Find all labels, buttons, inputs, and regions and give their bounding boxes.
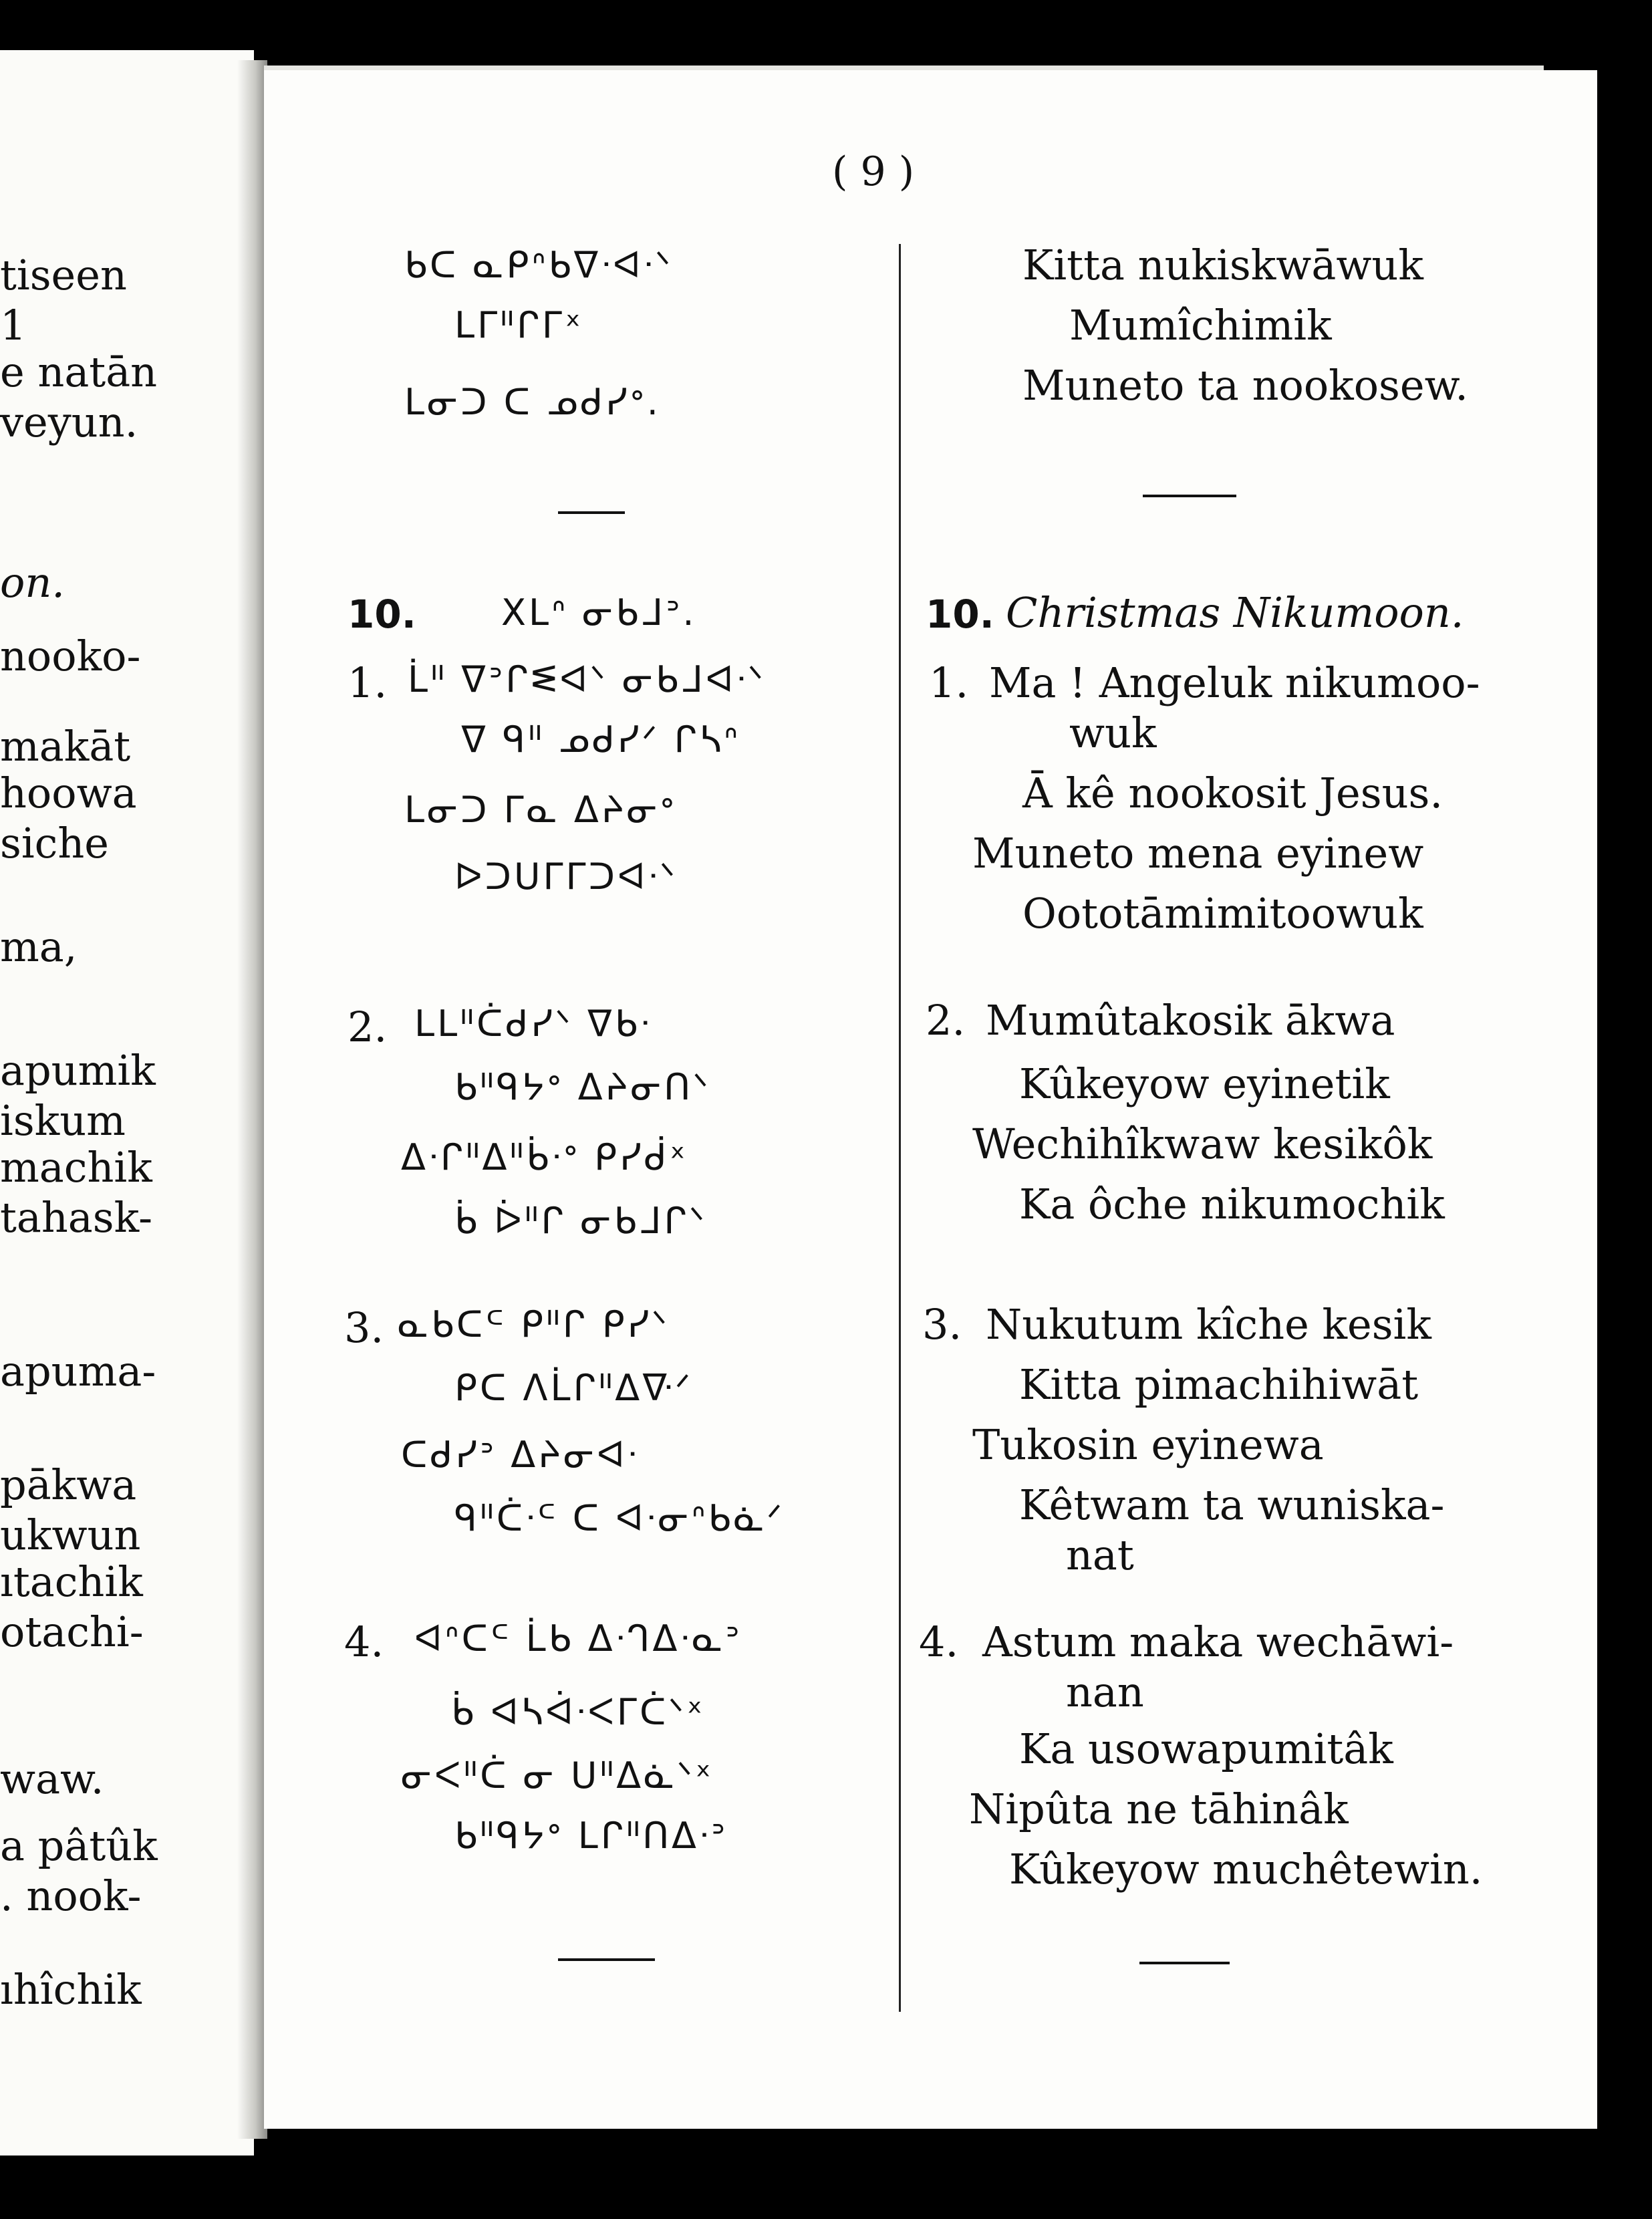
syllabic-line: ᑫᐦᑖᐧᒼ ᑕ ᐊᐧᓂᐢᑲᓈᐟ — [454, 1497, 785, 1539]
hymn-number: 10. — [926, 592, 994, 637]
roman-line: Kitta pimachihiwāt — [1019, 1360, 1419, 1409]
left-page-fragment: otachi- — [0, 1607, 144, 1656]
left-page-fragment: a pâtûk — [0, 1821, 158, 1870]
roman-line: Kûkeyow eyinetik — [1019, 1059, 1390, 1108]
left-page-fragment: e natān — [0, 348, 158, 396]
page-gutter-shadow — [237, 60, 267, 2139]
syllabic-line: ᐊᐢᑕᒼ ᒫᑲ ᐃᐧᒉᐃᐧᓇᐣ — [414, 1617, 742, 1660]
roman-line: Ma ! Angeluk nikumoo- — [989, 658, 1480, 707]
roman-line: Mumîchimik — [1069, 301, 1332, 350]
syllabic-line: ᒪᓂᑐ ᑕ ᓄᑯᓯᐤ. — [404, 381, 661, 423]
roman-line: nan — [1066, 1668, 1144, 1716]
stanza-number: 2. — [926, 996, 966, 1045]
left-page-fragment: ıtachik — [0, 1557, 143, 1606]
syllabic-line: ᑲᑕ ᓇᑭᐢᑲᐁᐧᐊᐧᐠ — [404, 244, 674, 286]
stanza-number: 1. — [929, 658, 969, 707]
left-page-fragment: ukwun — [0, 1511, 141, 1559]
left-page-fragment: 1 — [0, 301, 27, 350]
roman-line: Kitta nukiskwāwuk — [1022, 241, 1423, 289]
roman-line: Oototāmimitoowuk — [1022, 889, 1423, 938]
roman-line: Astum maka wechāwi- — [982, 1617, 1454, 1666]
roman-line: Muneto ta nookosew. — [1022, 361, 1468, 410]
syllabic-line: ᑳ ᐆᐦᒋ ᓂᑲᒧᒋᐠ — [454, 1200, 708, 1242]
roman-line: Nipûta ne tāhinâk — [969, 1785, 1349, 1833]
left-page-fragment: ıhîchik — [0, 1965, 142, 2014]
left-page-fragment: iskum — [0, 1096, 126, 1145]
roman-line: Wechihîkwaw kesikôk — [972, 1120, 1433, 1168]
hymn-title: Xᒪᐢ ᓂᑲᒧᐣ. — [501, 592, 697, 634]
hymn-title: Christmas Nikumoon. — [1006, 588, 1464, 637]
syllabic-line: ᑳ ᐊᓴᐋᐧᐸᒥᑖᐠˣ — [451, 1691, 706, 1733]
left-page-fragment: apumik — [0, 1046, 156, 1095]
hymn-number: 10. — [348, 592, 416, 637]
syllabic-line: ᑭᑕ ᐱᒫᒋᐦᐃᐍᐟ — [454, 1367, 694, 1409]
syllabic-line: ᐅᑐᑌᒥᒥᑐᐊᐧᐠ — [454, 856, 678, 898]
syllabic-line: ᑕᑯᓯᐣ ᐃᔨᓂᐊᐧ — [401, 1434, 640, 1476]
left-page-fragment: ma, — [0, 922, 78, 971]
stanza-number: 4. — [344, 1617, 384, 1666]
syllabic-line: ᓇᑲᑕᒼ ᑭᐦᒋ ᑭᓯᐠ — [398, 1303, 670, 1345]
stanza-number: 3. — [344, 1303, 384, 1352]
left-page-fragment: tahask- — [0, 1193, 153, 1242]
roman-line: Nukutum kîche kesik — [986, 1300, 1431, 1349]
roman-line: wuk — [1069, 708, 1157, 757]
left-page-fragment: nooko- — [0, 632, 141, 680]
page-number: ( 9 ) — [832, 148, 915, 195]
section-rule — [558, 1958, 655, 1961]
syllabic-line: ᒪᓂᑐ ᒥᓇ ᐃᔨᓂᐤ — [404, 789, 677, 831]
stanza-number: 2. — [348, 1003, 388, 1051]
roman-line: nat — [1066, 1531, 1134, 1579]
left-page-fragment: pākwa — [0, 1460, 137, 1509]
roman-line: Kûkeyow muchêtewin. — [1009, 1845, 1483, 1894]
syllabic-line: ᐃᐧᒋᐦᐃᐦᑳᐧᐤ ᑭᓯᑰˣ — [401, 1136, 688, 1178]
syllabic-line: ᑲᐦᑫᔭᐤ ᐃᔨᓂᑎᐠ — [454, 1066, 711, 1108]
column-divider — [899, 244, 901, 2012]
section-rule — [1143, 495, 1236, 497]
roman-line: Ā kê nookosit Jesus. — [1022, 769, 1443, 817]
left-page-fragment: apuma- — [0, 1347, 156, 1396]
section-rule — [558, 511, 625, 514]
left-page-fragment: on. — [0, 558, 65, 607]
left-page-fragment: tiseen — [0, 251, 127, 299]
left-page-fragment: hoowa — [0, 769, 137, 817]
syllabic-line: ᐁ ᑫᐦ ᓄᑯᓯᐟ ᒋᓴᐢ — [461, 719, 741, 761]
syllabic-line: ᒪᒪᐦᑖᑯᓯᐠ ᐁᑲᐧ — [414, 1003, 652, 1045]
stanza-number: 1. — [348, 658, 388, 707]
left-page-fragment: . nook- — [0, 1871, 142, 1920]
syllabic-line: ᓂᐸᐦᑖ ᓂ ᑌᐦᐃᓈᐠˣ — [401, 1754, 714, 1797]
stanza-number: 3. — [922, 1300, 962, 1349]
section-rule — [1139, 1962, 1230, 1964]
roman-line: Mumûtakosik ākwa — [986, 996, 1395, 1045]
roman-line: Kêtwam ta wuniska- — [1019, 1480, 1445, 1529]
roman-line: Ka usowapumitâk — [1019, 1724, 1393, 1773]
roman-line: Tukosin eyinewa — [972, 1420, 1324, 1469]
left-page-fragment: makāt — [0, 722, 131, 771]
left-page-fragment: waw. — [0, 1754, 104, 1803]
left-page-fragment: siche — [0, 819, 109, 868]
roman-line: Muneto mena eyinew — [972, 829, 1424, 878]
syllabic-line: ᑲᐦᑫᔭᐤ ᒪᒋᐦᑎᐃᐧᐣ — [454, 1815, 728, 1857]
left-page-fragment: machik — [0, 1143, 152, 1192]
syllabic-line: ᒪᒥᐦᒋᒥˣ — [454, 304, 583, 346]
roman-line: Ka ôche nikumochik — [1019, 1180, 1445, 1228]
stanza-number: 4. — [919, 1617, 959, 1666]
left-page-fragment: veyun. — [0, 398, 138, 446]
syllabic-line: ᒫᐦ ᐁᐣᒋᓬᐊᐠ ᓂᑲᒧᐊᐧᐠ — [408, 658, 767, 700]
